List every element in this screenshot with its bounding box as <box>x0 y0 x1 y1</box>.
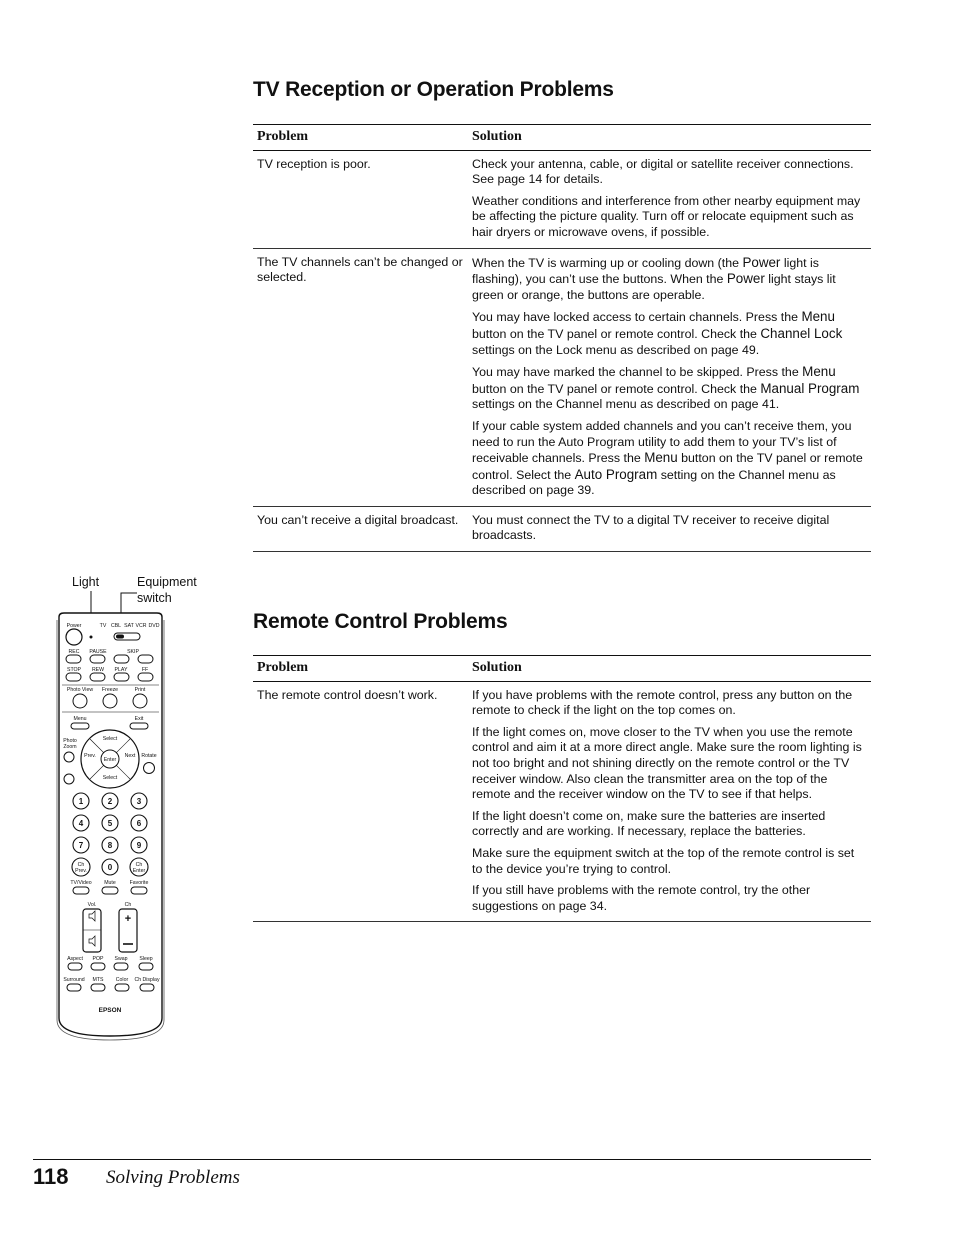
keyword-menu: Menu <box>802 364 836 380</box>
svg-text:FF: FF <box>141 667 149 673</box>
svg-text:VCR: VCR <box>135 623 147 629</box>
svg-text:Favorite: Favorite <box>129 880 149 886</box>
page-number: 118 <box>33 1164 69 1189</box>
rec-button <box>66 655 81 663</box>
digit-label: 3 <box>136 797 142 806</box>
digit-label: 8 <box>107 841 113 850</box>
svg-text:POP: POP <box>92 956 104 962</box>
solution-paragraph: If your cable system added channels and you can’t receive them, you need to run the Auto Program utility to add them to your TV’s list of receivable channels. Press the Menu button on the TV panel or remote control. Select the Auto Program setting on the Channel menu as described on page 39. <box>472 418 863 498</box>
svg-text:Rotate: Rotate <box>141 753 157 759</box>
svg-text:+: + <box>124 913 132 925</box>
keyword-menu: Menu <box>644 450 678 466</box>
svg-text:SKIP: SKIP <box>127 649 139 655</box>
keyword-menu: Menu <box>801 309 835 325</box>
svg-text:PAUSE: PAUSE <box>89 649 107 655</box>
svg-text:Print: Print <box>134 687 146 693</box>
zoom-out-button <box>64 774 74 784</box>
epson-logo: EPSON <box>98 1007 122 1014</box>
svg-text:Swap: Swap <box>114 956 128 962</box>
volume-rocker <box>83 909 101 952</box>
print-button <box>133 694 147 708</box>
mts-button <box>91 984 105 991</box>
solution-paragraph: Make sure the equipment switch at the top of the remote control is set to the device you’re trying to control. <box>472 845 855 876</box>
svg-text:Menu: Menu <box>73 716 87 722</box>
pause-button <box>90 655 105 663</box>
section-title-remote-control: Remote Control Problems <box>253 610 508 633</box>
svg-text:CBL: CBL <box>110 623 122 629</box>
favorite-button <box>131 887 147 894</box>
keyword-auto-program: Auto Program <box>574 466 658 482</box>
svg-text:Color: Color <box>115 977 129 983</box>
pop-button <box>91 963 105 970</box>
zoom-in-button <box>64 752 74 762</box>
problem-cell: The TV channels can’t be changed or selected. <box>253 248 468 506</box>
keyword-manual-program: Manual Program <box>760 380 860 396</box>
callout-equipment-switch-label: Equipment switch <box>137 575 197 605</box>
svg-text:Aspect: Aspect <box>67 956 83 962</box>
swap-button <box>114 963 128 970</box>
svg-text:Select: Select <box>102 775 118 781</box>
svg-text:Enter: Enter <box>103 757 117 763</box>
svg-text:PLAY: PLAY <box>114 667 128 673</box>
svg-text:TV/Video: TV/Video <box>70 880 92 886</box>
svg-text:Ch Display: Ch Display <box>134 977 160 983</box>
label-power: Power <box>66 623 82 629</box>
svg-text:Sleep: Sleep <box>139 956 153 962</box>
ff-button <box>138 673 153 681</box>
solution-paragraph: If the light doesn’t come on, make sure the batteries are inserted correctly and are working. If necessary, replace the batteries. <box>472 808 826 839</box>
play-button <box>114 673 129 681</box>
keyword-channel-lock: Channel Lock <box>760 325 843 341</box>
svg-text:Freeze: Freeze <box>101 687 119 693</box>
rotate-button <box>144 763 155 774</box>
digit-label: 7 <box>78 841 84 850</box>
exit-button <box>130 723 148 729</box>
svg-text:Next: Next <box>124 753 136 759</box>
svg-text:Prev.: Prev. <box>84 753 96 759</box>
svg-text:STOP: STOP <box>66 667 82 673</box>
problem-cell: The remote control doesn’t work. <box>253 681 468 922</box>
digit-label: 5 <box>107 819 113 828</box>
surround-button <box>67 984 81 991</box>
digit-label: 9 <box>136 841 142 850</box>
footer-rule <box>33 1159 871 1160</box>
solution-paragraph: Weather conditions and interference from other nearby equipment may be affecting the picture quality. Turn off or relocate equipment such as hair dryers or microwave ovens, if possible. <box>472 193 861 239</box>
power-button <box>66 629 82 645</box>
svg-text:Zoom: Zoom <box>63 744 77 750</box>
digit-label: 4 <box>78 819 84 828</box>
digit-label: 0 <box>107 863 113 872</box>
skip-forward-button <box>138 655 153 663</box>
rew-button <box>90 673 105 681</box>
photo-view-button <box>73 694 87 708</box>
svg-text:DVD: DVD <box>148 623 160 629</box>
solution-paragraph: Check your antenna, cable, or digital or satellite receiver connections. See page 14 for details. <box>472 156 854 187</box>
column-header-problem: Problem <box>253 125 468 151</box>
svg-text:Enter: Enter <box>132 868 146 874</box>
svg-text:Photo View: Photo View <box>66 687 94 693</box>
svg-text:SAT: SAT <box>124 623 134 629</box>
svg-text:Vol.: Vol. <box>87 902 97 908</box>
svg-text:Surround: Surround <box>63 977 85 983</box>
svg-text:Ch: Ch <box>77 862 85 868</box>
menu-button <box>71 723 89 729</box>
svg-text:Ch: Ch <box>135 862 143 868</box>
svg-text:Select: Select <box>102 736 118 742</box>
solution-paragraph: When the TV is warming up or cooling down (the Power light is flashing), you can’t use the buttons. When the Power light stays lit green or orange, the buttons are operable. <box>472 254 836 302</box>
stop-button <box>66 673 81 681</box>
svg-text:Prev.: Prev. <box>75 868 87 874</box>
column-header-solution: Solution <box>468 125 871 151</box>
svg-text:TV: TV <box>99 623 107 629</box>
aspect-button <box>68 963 82 970</box>
column-header-solution: Solution <box>468 656 871 682</box>
callout-light-label: Light <box>72 575 100 589</box>
svg-text:MTS: MTS <box>92 977 104 983</box>
svg-text:REW: REW <box>91 667 105 673</box>
solution-paragraph: You may have marked the channel to be skipped. Press the Menu button on the TV panel or remote control. Check the Manual Program settings on the Channel menu as described on page 41. <box>472 364 860 412</box>
column-header-problem: Problem <box>253 656 468 682</box>
svg-text:REC: REC <box>68 649 80 655</box>
digit-label: 6 <box>136 819 142 828</box>
skip-back-button <box>114 655 129 663</box>
section-title-tv-reception: TV Reception or Operation Problems <box>253 78 614 101</box>
color-button <box>115 984 129 991</box>
svg-text:Mute: Mute <box>104 880 116 886</box>
svg-text:Ch: Ch <box>124 902 132 908</box>
keyword-power: Power <box>726 271 765 287</box>
svg-text:Photo: Photo <box>63 738 77 744</box>
keyword-power: Power <box>742 254 781 270</box>
solution-paragraph: If you still have problems with the remote control, try the other suggestions on page 34. <box>472 883 811 913</box>
digit-label: 2 <box>107 797 113 806</box>
indicator-light <box>90 636 93 639</box>
problem-cell: TV reception is poor. <box>253 150 468 248</box>
freeze-button <box>103 694 117 708</box>
sleep-button <box>139 963 153 970</box>
tv-video-button <box>73 887 89 894</box>
ch-display-button <box>140 984 154 991</box>
problem-cell: You can’t receive a digital broadcast. <box>253 506 468 551</box>
solution-paragraph: You may have locked access to certain channels. Press the Menu button on the TV panel or remote control. Check the Channel Lock settings on the Lock menu as described on page 49. <box>472 309 843 357</box>
digit-label: 1 <box>78 797 84 806</box>
svg-text:Exit: Exit <box>134 716 144 722</box>
solution-paragraph: If the light comes on, move closer to the TV when you use the remote control and aim it at a more direct angle. Make sure the room lighting is not too bright and not shining directly on the remote control or the TV receiver window. Also clean the transmitter area on the top of the remote and the receiver window on the TV to see if that helps. <box>472 724 862 802</box>
solution-paragraph: If you have problems with the remote control, press any button on the remote to check if the light on the top comes on. <box>472 687 853 718</box>
solution-paragraph: You must connect the TV to a digital TV receiver to receive digital broadcasts. <box>472 512 830 543</box>
chapter-title: Solving Problems <box>106 1167 240 1188</box>
mute-button <box>102 887 118 894</box>
